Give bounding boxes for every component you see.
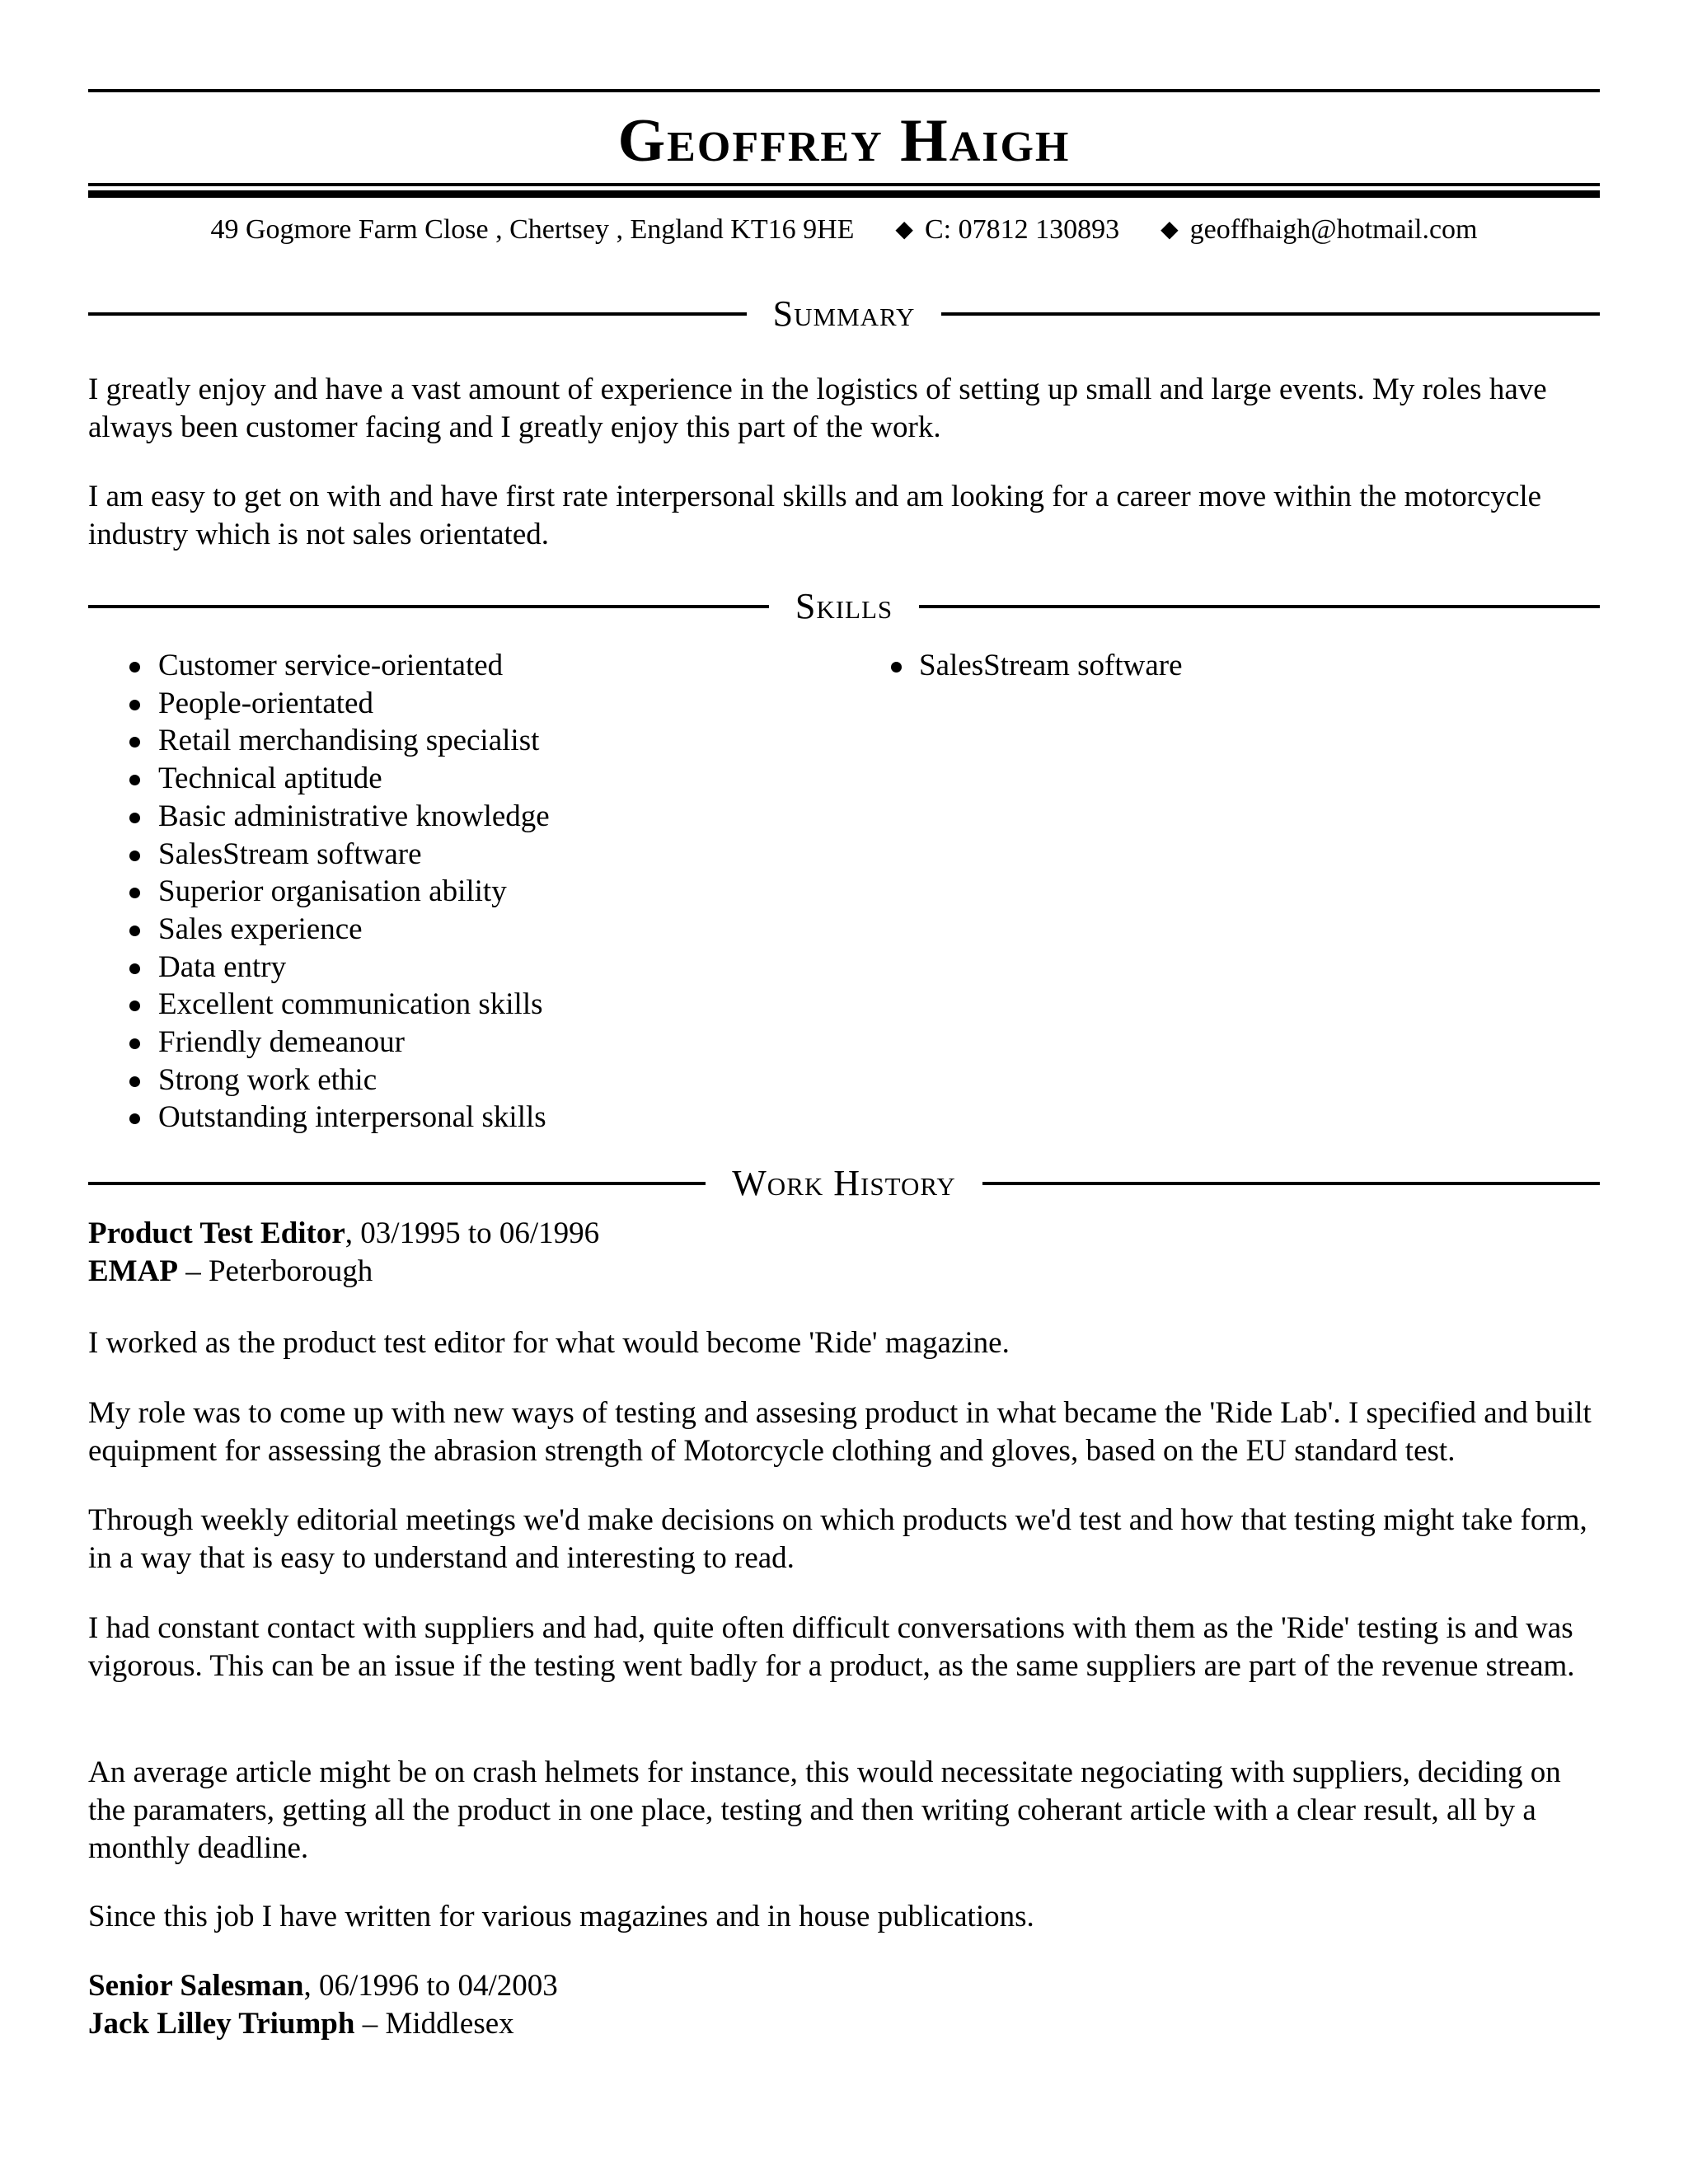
list-item: Sales experience: [88, 911, 830, 949]
list-item: Superior organisation ability: [88, 873, 830, 911]
job-paragraph: My role was to come up with new ways of testing and assesing product in what became the 'Ride Lab'. I specified and built equipment for assessing the abrasion strength of Motorcycle clothing and gloves, based on the EU standard test.: [88, 1396, 1592, 1468]
top-rule: [88, 89, 1600, 92]
list-item: Data entry: [88, 949, 830, 987]
list-item: Customer service-orientated: [88, 647, 830, 685]
heading-rule: [919, 605, 1600, 608]
job-title: Senior Salesman: [88, 1969, 304, 2003]
name-rule-thick: [88, 190, 1600, 198]
job-title: Product Test Editor: [88, 1216, 345, 1250]
list-item: Basic administrative knowledge: [88, 798, 830, 836]
job-company: Jack Lilley Triumph: [88, 2007, 355, 2041]
work-history-title: Work History: [732, 1163, 956, 1203]
job-location: – Middlesex: [354, 2007, 514, 2041]
contact-phone: C: 07812 130893: [924, 214, 1120, 245]
heading-rule: [88, 312, 747, 316]
work-history-heading: [88, 1159, 1600, 1208]
job-dates: , 06/1996 to 04/2003: [303, 1969, 558, 2003]
list-item: Outstanding interpersonal skills: [88, 1099, 830, 1137]
job-company: EMAP: [88, 1254, 178, 1288]
skills-title: Skills: [795, 586, 893, 626]
job-dates: , 03/1995 to 06/1996: [345, 1216, 600, 1250]
list-item: SalesStream software: [886, 647, 1595, 685]
job-location: – Peterborough: [177, 1254, 373, 1288]
diamond-separator-icon: ◆: [895, 217, 913, 242]
list-item: People-orientated: [88, 685, 830, 723]
heading-rule: [941, 312, 1600, 316]
skills-heading: [88, 582, 1600, 631]
list-item: Friendly demeanour: [88, 1024, 830, 1062]
candidate-name: Geoffrey Haigh: [617, 107, 1071, 175]
diamond-separator-icon: ◆: [1160, 217, 1179, 242]
job-paragraph: I had constant contact with suppliers and had, quite often difficult conversations with them as the 'Ride' testing is and was vigorous. This can be an issue if the testing went badly for a product, as the same suppliers are part of the revenue stream.: [88, 1611, 1575, 1683]
contact-email: geoffhaigh@hotmail.com: [1189, 214, 1478, 245]
list-item: Strong work ethic: [88, 1062, 830, 1099]
list-item: Retail merchandising specialist: [88, 722, 830, 760]
job-header: [88, 1215, 1600, 1291]
job-paragraph: Through weekly editorial meetings we'd make decisions on which products we'd test and how that testing might take form, in a way that is easy to understand and interesting to read.: [88, 1503, 1587, 1575]
heading-rule: [88, 1182, 706, 1185]
summary-paragraph: I am easy to get on with and have first rate interpersonal skills and am looking for a career move within the motorcycle industry which is not sales orientated.: [88, 480, 1542, 551]
contact-address: 49 Gogmore Farm Close , Chertsey , England KT16 9HE: [210, 214, 855, 245]
skills-list-left: [88, 647, 830, 1137]
contact-line: [88, 210, 1600, 251]
heading-rule: [88, 605, 769, 608]
list-item: Excellent communication skills: [88, 986, 830, 1024]
summary-heading: [88, 289, 1600, 339]
job-paragraph: I worked as the product test editor for what would become 'Ride' magazine.: [88, 1326, 1010, 1360]
summary-title: Summary: [772, 293, 916, 334]
job-header: [88, 1967, 1600, 2043]
list-item: SalesStream software: [88, 836, 830, 874]
skills-list-right: [886, 647, 1595, 685]
job-paragraph: An average article might be on crash helmets for instance, this would necessitate negociating with suppliers, deciding on the paramaters, getting all the product in one place, testing and then writing coherant article with a clear result, all by a monthly deadline.: [88, 1755, 1561, 1865]
name-rule-thin: [88, 183, 1600, 186]
list-item: Technical aptitude: [88, 760, 830, 798]
job-paragraph: Since this job I have written for various magazines and in house publications.: [88, 1900, 1034, 1933]
heading-rule: [982, 1182, 1600, 1185]
summary-paragraph: I greatly enjoy and have a vast amount of experience in the logistics of setting up small and large events. My roles have always been customer facing and I greatly enjoy this part of the work.: [88, 373, 1547, 444]
